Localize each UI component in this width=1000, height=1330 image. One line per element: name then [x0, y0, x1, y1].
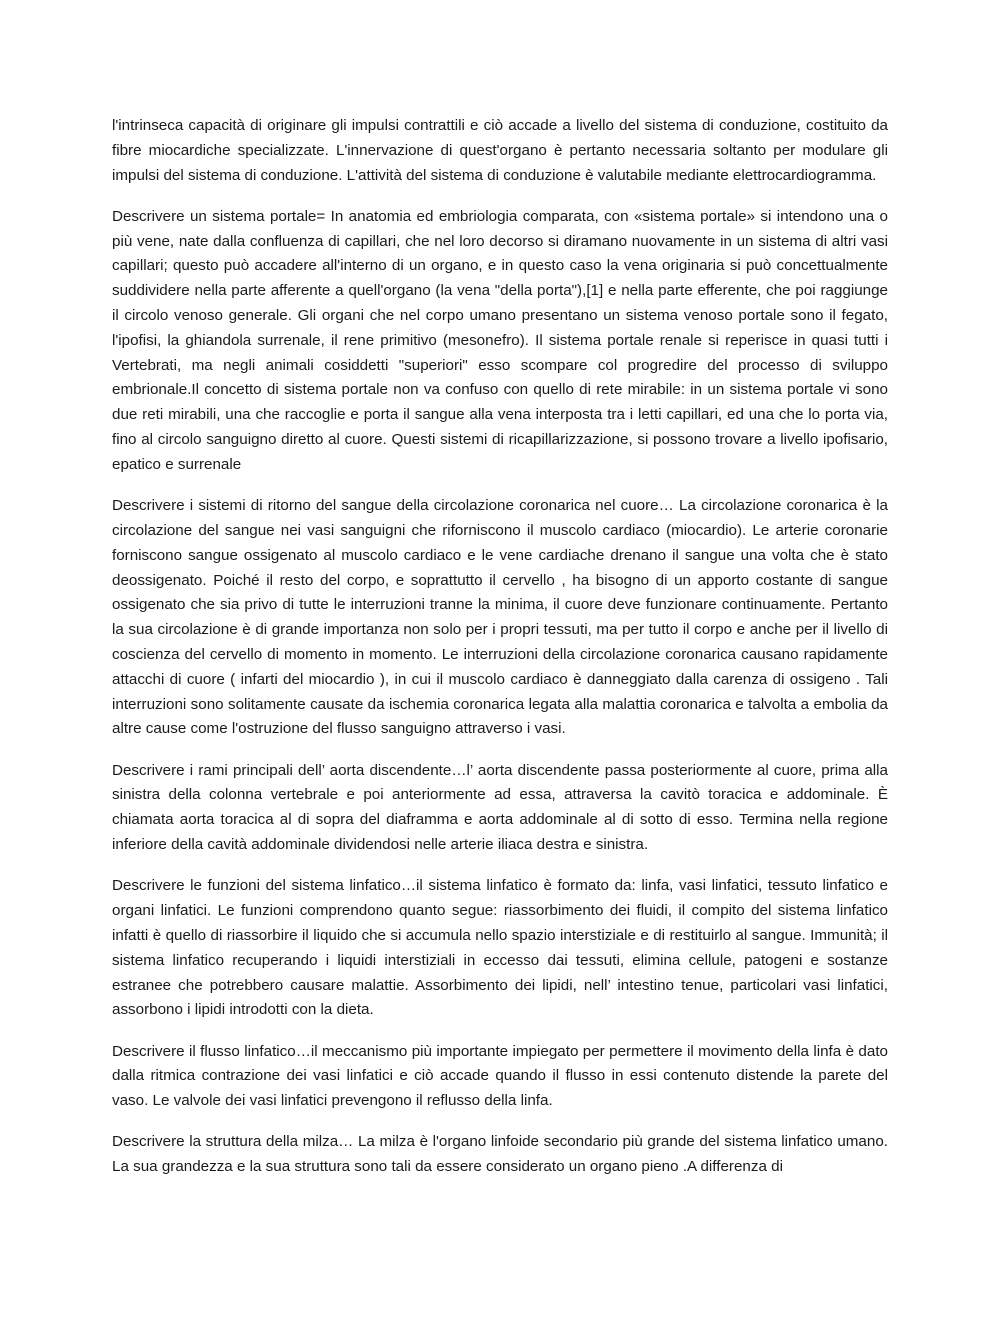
- paragraph-lymphatic-functions: Descrivere le funzioni del sistema linfatico…il sistema linfatico è formato da: linfa, vasi linfatici, tessuto linfatico e organi linfatici. Le funzioni comprendono quanto segue: riassorbimento dei fluidi, il compito del sistema linfatico infatti è quello di riassorbire il liquido che si accumula nello spazio interstiziale e di restituirlo al sangue. Immunità; il sistema linfatico recuperando i liquidi interstiziali in eccesso dai tessuti, elimina cellule, patogeni e sostanze estranee che potrebbero causare malattie. Assorbimento dei lipidi, nell’ intestino tenue, particolari vasi linfatici, assorbono i lipidi introdotti con la dieta.: [112, 877, 888, 1019]
- paragraph-portal-system: Descrivere un sistema portale= In anatomia ed embriologia comparata, con «sistema portale» si intendono una o più vene, nate dalla confluenza di capillari, che nel loro decorso si diramano nuovamente in un sistema di altri vasi capillari; questo può accadere all'interno di un organo, e in questo caso la vena originaria si può concettualmente suddividere nella parte afferente a quell'organo (la vena "della porta"),[1] e nella parte efferente, che poi raggiunge il circolo venoso generale. Gli organi che nel corpo umano presentano un sistema venoso portale sono il fegato, l'ipofisi, la ghiandola surrenale, il rene primitivo (mesonefro). Il sistema portale renale si reperisce in quasi tutti i Vertebrati, ma negli animali cosiddetti "superiori" esso scompare col progredire del processo di sviluppo embrionale.Il concetto di sistema portale non va confuso con quello di rete mirabile: in un sistema portale vi sono due reti mirabili, una che raccoglie e porta il sangue alla vena interposta tra i letti capillari, ed una che lo porta via, fino al circolo sanguigno diretto al cuore. Questi sistemi di ricapillarizzazione, si possono trovare a livello ipofisario, epatico e surrenale: [112, 207, 888, 473]
- paragraph-lymphatic-flow: Descrivere il flusso linfatico…il meccanismo più importante impiegato per permettere il movimento della linfa è dato dalla ritmica contrazione dei vasi linfatici e ciò accade quando il flusso in essi contenuto distende la parete del vaso. Le valvole dei vasi linfatici prevengono il reflusso della linfa.: [112, 1042, 888, 1110]
- paragraph-coronary-circulation: Descrivere i sistemi di ritorno del sangue della circolazione coronarica nel cuore… La circolazione coronarica è la circolazione del sangue nei vasi sanguigni che riforniscono il muscolo cardiaco (miocardio). Le arterie coronarie forniscono sangue ossigenato al muscolo cardiaco e le vene cardiache drenano il sangue una volta che è stato deossigenato. Poiché il resto del corpo, e soprattutto il cervello , ha bisogno di un apporto costante di sangue ossigenato che sia privo di tutte le interruzioni tranne la minima, il cuore deve funzionare continuamente. Pertanto la sua circolazione è di grande importanza non solo per i propri tessuti, ma per tutto il corpo e anche per il livello di coscienza del cervello di momento in momento. Le interruzioni della circolazione coronarica causano rapidamente attacchi di cuore ( infarti del miocardio ), in cui il muscolo cardiaco è danneggiato dalla carenza di ossigeno . Tali interruzioni sono solitamente causate da ischemia coronarica legata alla malattia coronarica e talvolta a embolia da altre cause come l'ostruzione del flusso sanguigno attraverso i vasi.: [112, 497, 888, 738]
- paragraph-spleen-structure: Descrivere la struttura della milza… La milza è l'organo linfoide secondario più grande del sistema linfatico umano. La sua grandezza e la sua struttura sono tali da essere considerato un organo pieno .A differenza di: [112, 1133, 888, 1176]
- paragraph-conduction-system: l'intrinseca capacità di originare gli impulsi contrattili e ciò accade a livello del sistema di conduzione, costituito da fibre miocardiche specializzate. L'innervazione di quest'organo è pertanto necessaria soltanto per modulare gli impulsi del sistema di conduzione. L'attività del sistema di conduzione è valutabile mediante elettrocardiogramma.: [112, 117, 888, 184]
- document-page: [112, 114, 888, 1197]
- paragraph-descending-aorta: Descrivere i rami principali dell’ aorta discendente…l’ aorta discendente passa posteriormente al cuore, prima alla sinistra della colonna vertebrale e poi anteriormente ad essa, attraversa la cavitò toracica e addominale. È chiamata aorta toracica al di sopra del diaframma e aorta addominale al di sotto di esso. Termina nella regione inferiore della cavità addominale dividendosi nelle arterie iliaca destra e sinistra.: [112, 761, 888, 854]
